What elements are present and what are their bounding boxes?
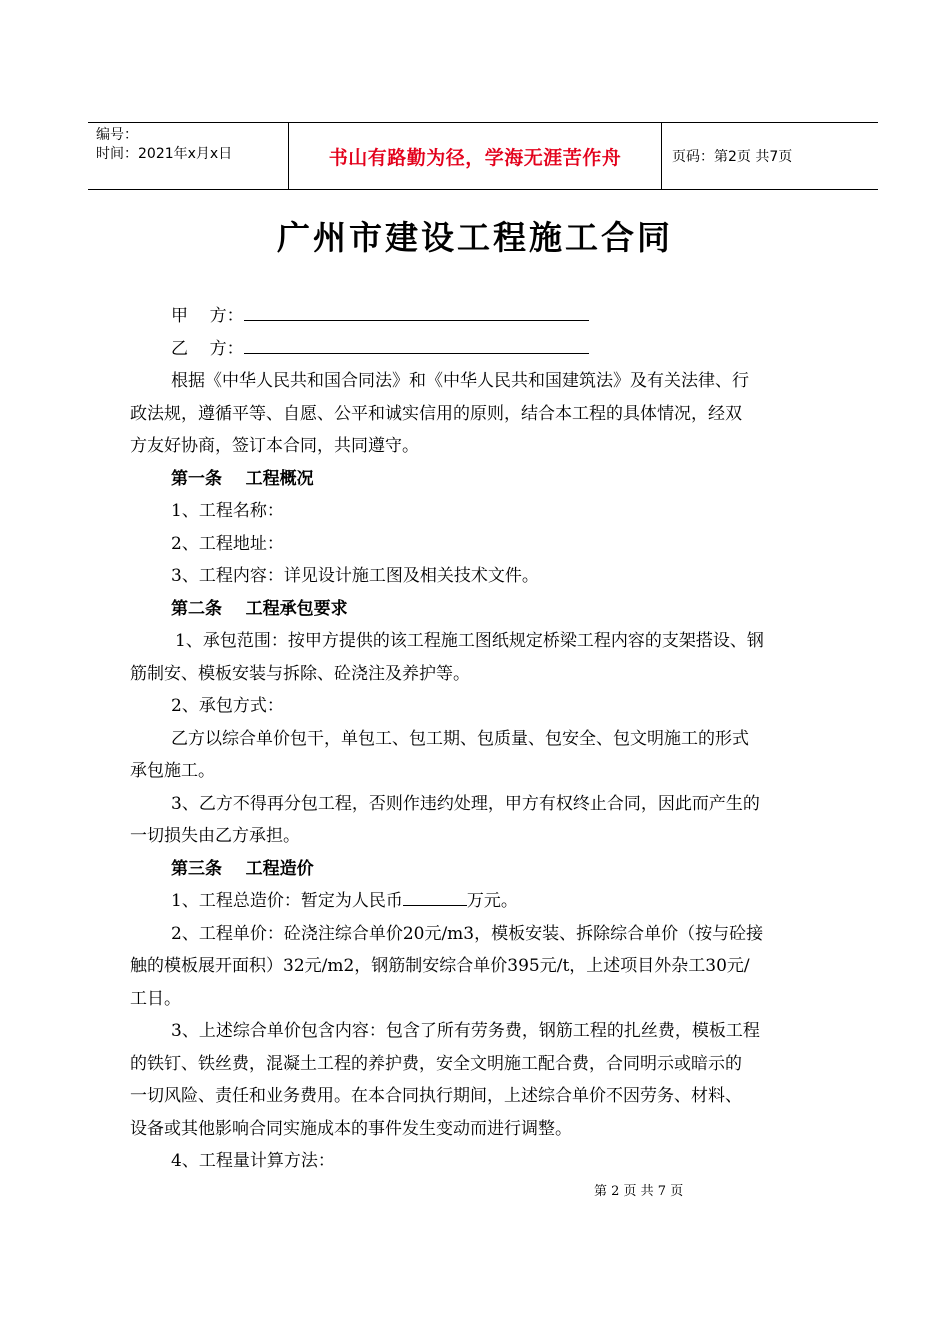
- article-2-heading: 第二条 工程承包要求: [171, 598, 348, 619]
- party-a-line: [130, 300, 840, 333]
- total-price-line: [130, 885, 840, 918]
- document-number-label: 编号：: [96, 127, 138, 143]
- contract-body: [130, 300, 840, 1178]
- party-b-blank: [244, 335, 589, 354]
- article-1-item: 2、工程地址：: [171, 533, 284, 554]
- subcontract-line: 一切损失由乙方承担。: [130, 826, 300, 846]
- party-b-line: [130, 333, 840, 366]
- article-1-item: 1、工程名称：: [171, 501, 284, 521]
- preamble-line: 根据《中华人民共和国合同法》和《中华人民共和国建筑法》及有关法律、行: [171, 371, 749, 391]
- method-line: 乙方以综合单价包干，单包工、包工期、包质量、包安全、包文明施工的形式: [171, 728, 749, 749]
- scope-line: 1、承包范围：按甲方提供的该工程施工图纸规定桥梁工程内容的支架搭设、钢: [175, 631, 764, 651]
- document-title: 广州市建设工程施工合同: [277, 218, 673, 257]
- header-meta: [88, 123, 288, 189]
- unit-price-line: 工日。: [130, 988, 181, 1009]
- document-time-label: 时间：2021年x月x日: [96, 146, 233, 162]
- article-1-heading: 第一条 工程概况: [171, 468, 314, 489]
- includes-line: 3、上述综合单价包含内容：包含了所有劳务费，钢筋工程的扎丝费，模板工程: [171, 1021, 760, 1041]
- article-1-item: 3、工程内容：详见设计施工图及相关技术文件。: [171, 566, 539, 586]
- header-page-label: 页码：第2页 共7页: [672, 149, 793, 165]
- subcontract-line: 3、乙方不得再分包工程，否则作违约处理，甲方有权终止合同，因此而产生的: [171, 793, 760, 814]
- unit-price-line: 触的模板展开面积）32元/m2，钢筋制安综合单价395元/t，上述项目外杂工30元/: [130, 956, 750, 976]
- party-a-blank: [244, 302, 589, 321]
- party-a-label: 甲 方：: [171, 306, 244, 326]
- total-price-blank: [403, 887, 467, 906]
- includes-line: 一切风险、责任和业务费用。在本合同执行期间，上述综合单价不因劳务、材料、: [130, 1086, 742, 1106]
- method-line: 承包施工。: [130, 761, 215, 781]
- calc-method-label: 4、工程量计算方法：: [171, 1151, 335, 1171]
- preamble-line: 政法规，遵循平等、自愿、公平和诚实信用的原则，结合本工程的具体情况，经双: [130, 403, 742, 424]
- page-header: [88, 122, 878, 190]
- unit-price-line: 2、工程单价：砼浇注综合单价20元/m3，模板安装、拆除综合单价（按与砼接: [171, 923, 764, 944]
- article-3-heading: 第三条 工程造价: [171, 858, 314, 879]
- includes-line: 的铁钉、铁丝费，混凝土工程的养护费，安全文明施工配合费，合同明示或暗示的: [130, 1053, 742, 1074]
- preamble-line: 方友好协商，签订本合同，共同遵守。: [130, 436, 419, 456]
- page-footer: 第 2 页 共 7 页: [594, 1184, 684, 1199]
- header-motto: 书山有路勤为径，学海无涯苦作舟: [288, 123, 662, 189]
- method-label: 2、承包方式：: [171, 696, 284, 716]
- total-price-prefix: 1、工程总造价：暂定为人民币: [171, 891, 403, 911]
- party-b-label: 乙 方：: [171, 338, 244, 359]
- scope-line: 筋制安、模板安装与拆除、砼浇注及养护等。: [130, 663, 470, 684]
- includes-line: 设备或其他影响合同实施成本的事件发生变动而进行调整。: [130, 1118, 572, 1139]
- total-price-suffix: 万元。: [466, 891, 518, 911]
